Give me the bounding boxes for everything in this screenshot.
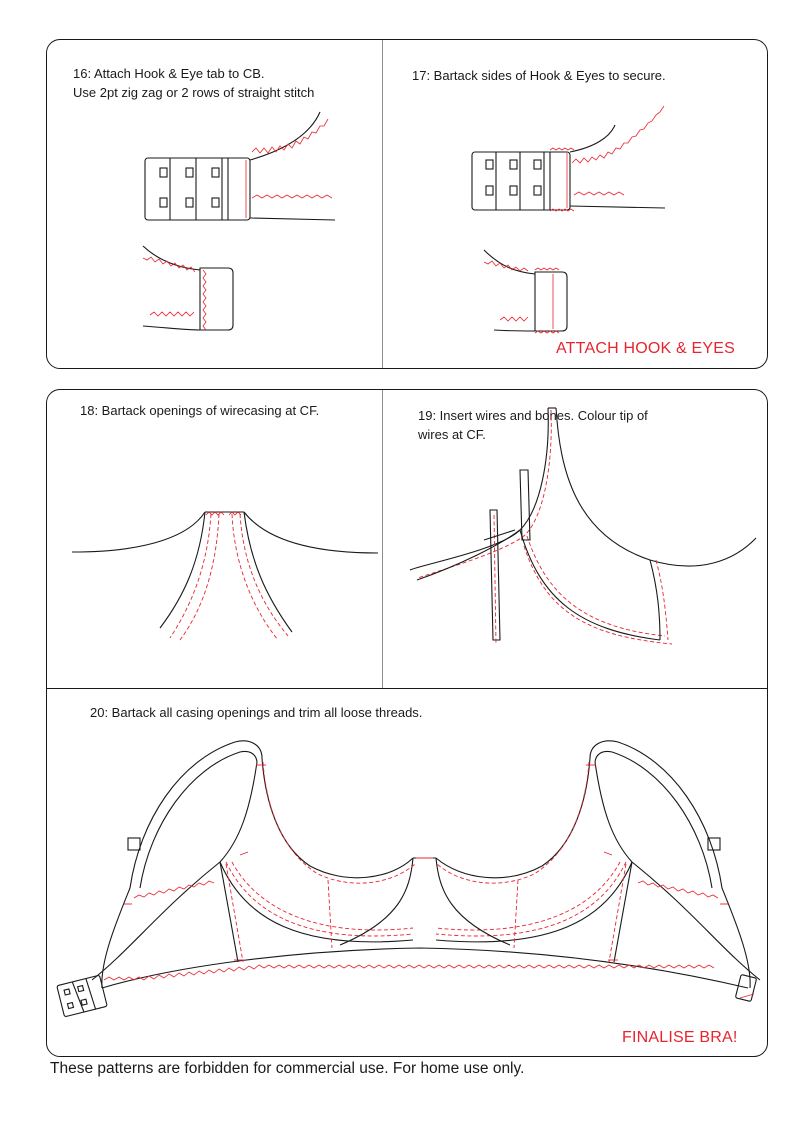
step-20-text: 20: Bartack all casing openings and trim all loose threads. xyxy=(90,705,423,720)
step-19-text: 19: Insert wires and bones. Colour tip of wires at CF. xyxy=(418,408,648,442)
step-20-bra-illustration xyxy=(57,741,760,1017)
step-17-text: 17: Bartack sides of Hook & Eyes to secure. xyxy=(412,68,666,83)
step-19-wire-illustration xyxy=(410,408,756,645)
section-title-finalise-bra: FINALISE BRA! xyxy=(622,1029,738,1046)
step-17-eye-tab-illustration xyxy=(484,250,567,333)
section-title-attach-hook-eyes: ATTACH HOOK & EYES xyxy=(556,340,736,357)
step-18-text: 18: Bartack openings of wirecasing at CF. xyxy=(80,403,320,418)
step-18-cf-illustration xyxy=(72,512,378,640)
step-16-eye-tab-illustration xyxy=(143,246,233,330)
step-17-hook-tab-illustration xyxy=(472,106,665,211)
step-16-hook-tab-illustration xyxy=(145,112,335,220)
step-16-text: 16: Attach Hook & Eye tab to CB. Use 2pt zig zag or 2 rows of straight stitch xyxy=(73,66,315,100)
footer-disclaimer: These patterns are forbidden for commercial use. For home use only. xyxy=(50,1060,525,1077)
